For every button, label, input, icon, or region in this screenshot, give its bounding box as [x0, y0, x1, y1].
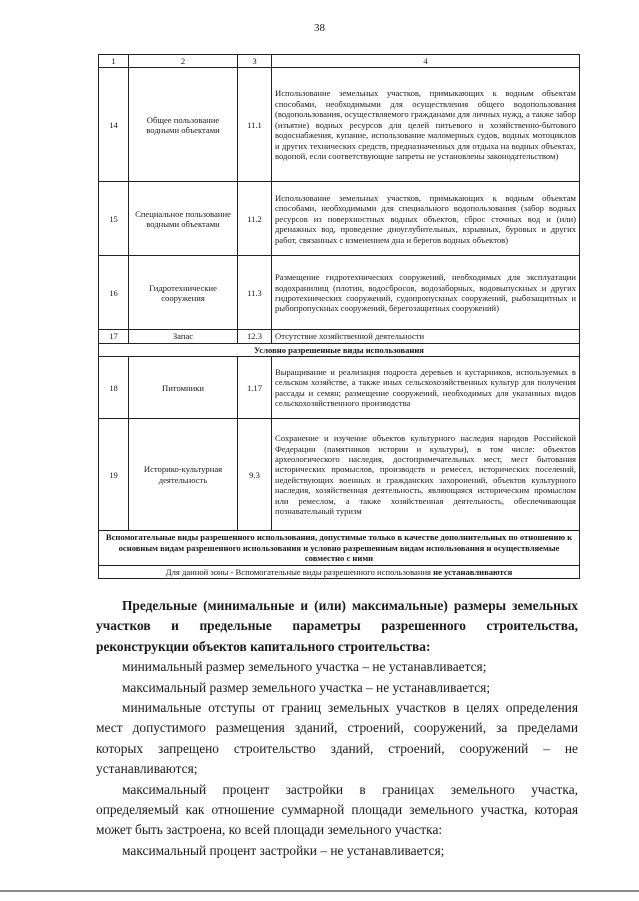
- use-code: 1.17: [238, 357, 272, 419]
- table-row: [99, 565, 580, 578]
- auxiliary-section-heading: Вспомогательные виды разрешенного использования, допустимые только в качестве дополнительных по отношению к основным видам разрешенного использования и условно разрешенным видам использования и осуществляемые совместно с ними: [99, 531, 580, 565]
- paragraph: минимальный размер земельного участка – не устанавливается;: [122, 659, 487, 675]
- table-row: [99, 256, 580, 330]
- paragraph: максимальный процент застройки – не устанавливается;: [122, 842, 445, 858]
- paragraph: минимальные отступы от границ земельных участков в целях определения мест допустимого размещения зданий, строений, сооружений, за пределами которых запрещено строительство зданий, строений, сооружений – не устанавливаются;: [96, 700, 578, 777]
- use-name: Запас: [129, 330, 238, 343]
- land-use-table: [98, 54, 580, 579]
- use-name: Историко-культурная деятельность: [129, 419, 238, 531]
- row-number: 18: [99, 357, 129, 419]
- auxiliary-note-text: Для данной зоны - Вспомогательные виды разрешенного использования: [165, 566, 434, 577]
- table-row: [99, 357, 580, 419]
- parameters-heading: Предельные (минимальные и (или) максимальные) размеры земельных участков и предельные параметры разрешенного строительства, реконструкции объектов капитального строительства:: [96, 598, 578, 654]
- table-header-row: [99, 55, 580, 68]
- auxiliary-note: [99, 565, 580, 578]
- header-cell: 4: [272, 55, 580, 68]
- paragraph: максимальный процент застройки в границах земельного участка, определяемый как отношение суммарной площади земельного участка, которая может быть застроена, ко всей площади земельного участка:: [96, 781, 578, 838]
- use-name: Общее пользование водными объектами: [129, 68, 238, 182]
- use-description: Сохранение и изучение объектов культурного наследия народов Российской Федерации (памятников истории и культуры), в том числе: объектов археологического наследия, достопримечательных мест, мест бытования исторических промыслов, производств и ремесел, исторических поселений, недействующих военных и гражданских захоронений, объектов культурного наследия, хозяйственная деятельность, являющаяся историческим промыслом или ремеслом, а также хозяйственная деятельность, обеспечивающая познавательный туризм: [272, 419, 580, 531]
- parameters-text: [96, 596, 578, 861]
- section-heading: Условно разрешенные виды использования: [99, 343, 580, 356]
- use-description: Использование земельных участков, примыкающих к водным объектам способами, необходимыми для осуществления общего водопользования (водопользования, осуществляемого гражданами для личных нужд, а также забор (изъятие) водных ресурсов для целей питьевого и хозяйственно-бытового водоснабжения, купание, использование маломерных судов, водных мотоциклов и других технических средств, предназначенных для отдыха на водных объектах, водопой, если соответствующие запреты не установлены законодательством): [272, 68, 580, 182]
- header-cell: 2: [129, 55, 238, 68]
- use-code: 12.3: [238, 330, 272, 343]
- row-number: 14: [99, 68, 129, 182]
- use-code: 9.3: [238, 419, 272, 531]
- table-row: [99, 182, 580, 256]
- section-heading-row: [99, 531, 580, 565]
- paragraph: максимальный размер земельного участка – не устанавливается;: [122, 679, 491, 695]
- header-cell: 1: [99, 55, 129, 68]
- row-number: 15: [99, 182, 129, 256]
- use-description: Использование земельных участков, примыкающих к водным объектам способами, необходимыми для специального водопользования (забор водных ресурсов из поверхностных водных объектов, сброс сточных вод и (или) дренажных вод, проведение дноуглубительных, взрывных, буровых и других работ, связанных с изменением дна и берегов водных объектов): [272, 182, 580, 256]
- table-row: [99, 330, 580, 343]
- scan-edge-line: [0, 890, 639, 892]
- header-cell: 3: [238, 55, 272, 68]
- table-row: [99, 68, 580, 182]
- use-code: 11.2: [238, 182, 272, 256]
- use-description: Размещение гидротехнических сооружений, необходимых для эксплуатации водохранилищ (плотин, водосбросов, водозаборных, водовыпускных и других гидротехнических сооружений, судопропускных сооружений, рыбозащитных и рыбопропускных сооружений, берегозащитных сооружений): [272, 256, 580, 330]
- use-description: Отсутствие хозяйственной деятельности: [272, 330, 580, 343]
- row-number: 19: [99, 419, 129, 531]
- auxiliary-note-bold: не устанавливаются: [433, 566, 513, 577]
- use-code: 11.1: [238, 68, 272, 182]
- use-name: Специальное пользование водными объектами: [129, 182, 238, 256]
- use-description: Выращивание и реализация подроста деревьев и кустарников, используемых в сельском хозяйстве, а также иных сельскохозяйственных культур для получения рассады и семян; размещение сооружений, необходимых для указанных видов сельскохозяйственного производства: [272, 357, 580, 419]
- table-row: [99, 419, 580, 531]
- row-number: 17: [99, 330, 129, 343]
- use-name: Гидротехнические сооружения: [129, 256, 238, 330]
- use-code: 11.3: [238, 256, 272, 330]
- row-number: 16: [99, 256, 129, 330]
- page-number: 38: [314, 22, 325, 34]
- section-heading-row: [99, 343, 580, 356]
- use-name: Питомники: [129, 357, 238, 419]
